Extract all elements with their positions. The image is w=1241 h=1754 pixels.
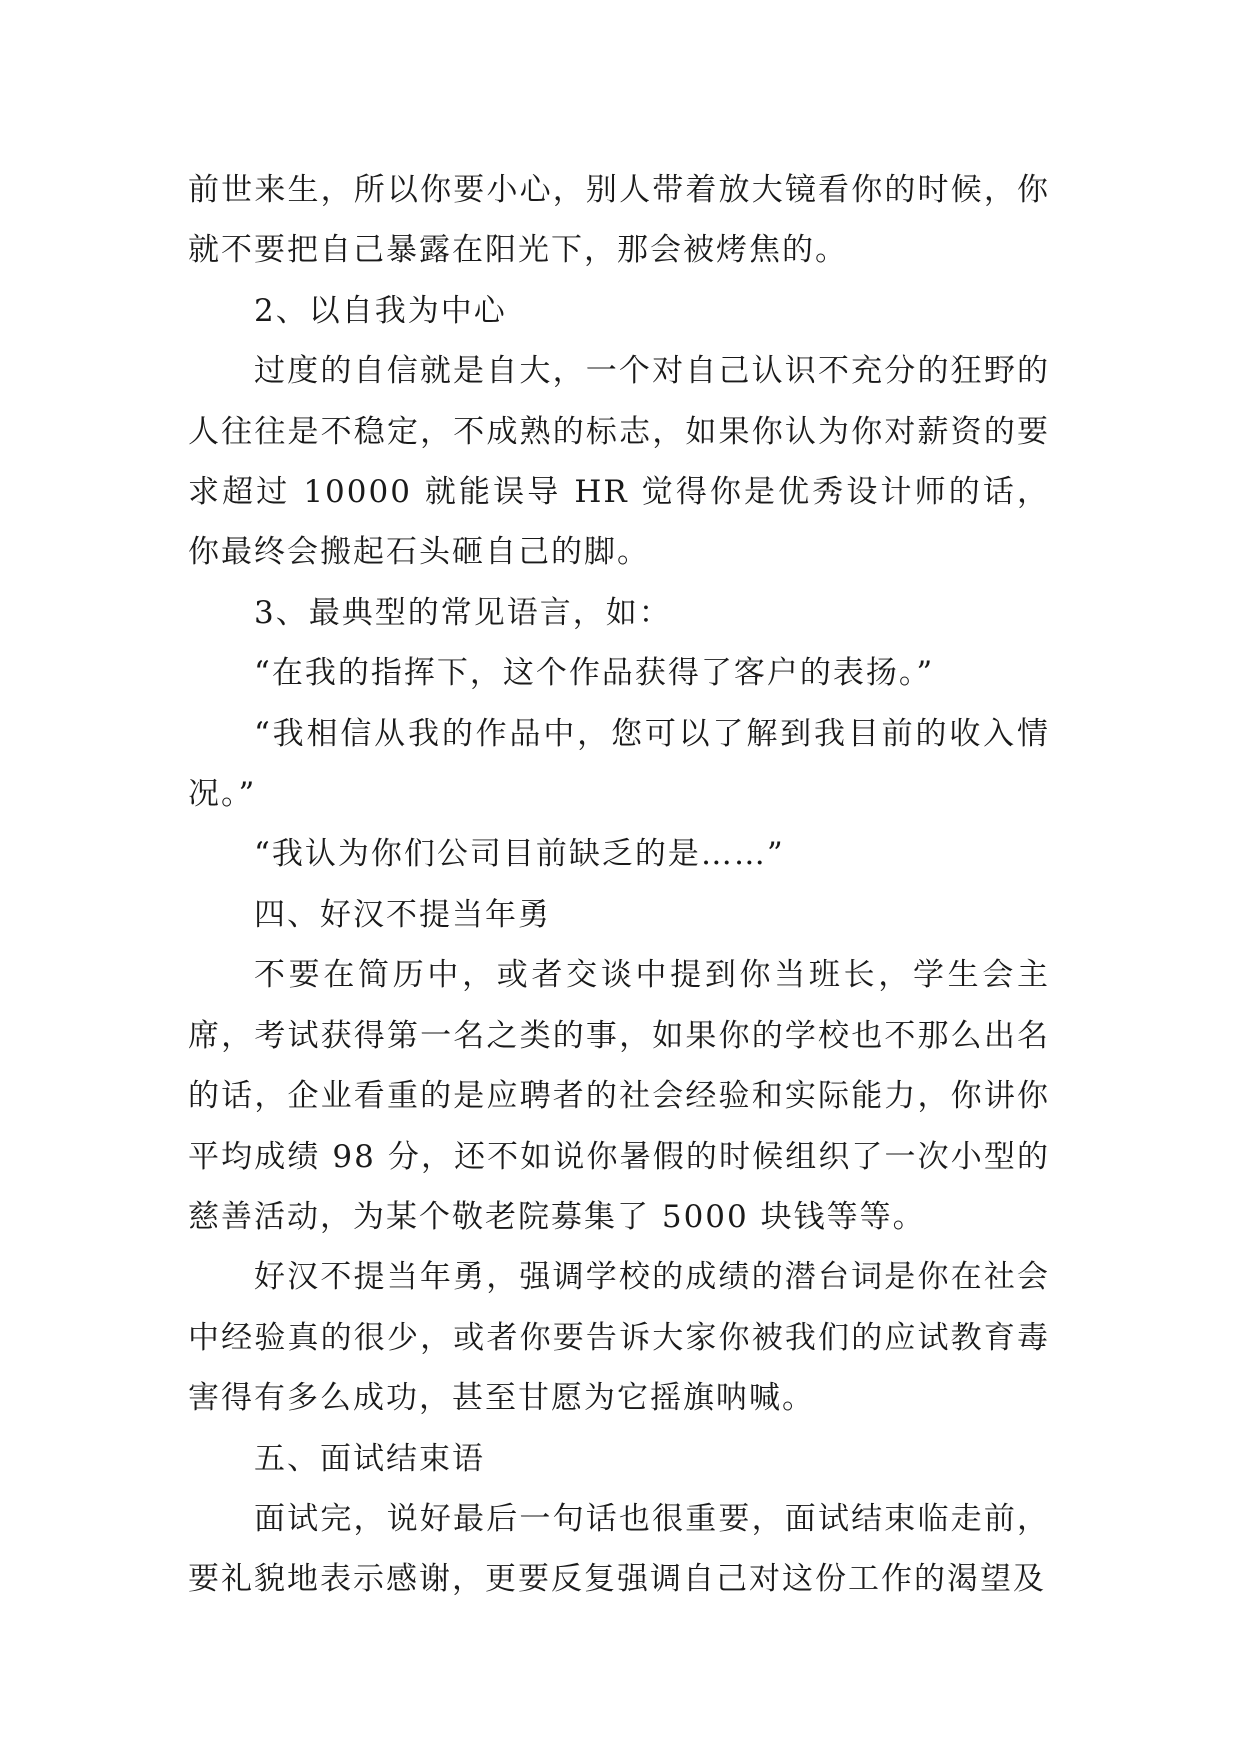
section-heading-typical-phrases: 3、最典型的常见语言，如： <box>254 594 672 631</box>
paragraph-continuation: 前世来生，所以你要小心，别人带着放大镜看你的时候，你就不要把自己暴露在阳光下，那会被烤焦的。 <box>188 172 1050 269</box>
paragraph-resume-advice: 不要在简历中，或者交谈中提到你当班长，学生会主席，考试获得第一名之类的事，如果你的学校也不那么出名的话，企业看重的是应聘者的社会经验和实际能力，你讲你平均成绩 98 分，还不如说你暑假的时候组织了一次小型的慈善活动，为某个敬老院募集了 5000 块钱等等。 <box>188 957 1050 1235</box>
quote-phrase-1: “在我的指挥下，这个作品获得了客户的表扬。” <box>254 655 935 692</box>
quote-phrase-3: “我认为你们公司目前缺乏的是……” <box>254 836 785 873</box>
paragraph-grades-subtext: 好汉不提当年勇，强调学校的成绩的潜台词是你在社会中经验真的很少，或者你要告诉大家你被我们的应试教育毒害得有多么成功，甚至甘愿为它摇旗呐喊。 <box>188 1259 1050 1417</box>
quote-phrase-2: “我相信从我的作品中，您可以了解到我目前的收入情况。” <box>188 715 1050 813</box>
section-heading-past-glory: 四、好汉不提当年勇 <box>254 896 551 933</box>
section-heading-closing-remarks: 五、面试结束语 <box>254 1440 485 1477</box>
section-heading-self-centered: 2、以自我为中心 <box>254 292 507 329</box>
document-body <box>188 160 1050 1610</box>
paragraph-closing-advice: 面试完，说好最后一句话也很重要，面试结束临走前，要礼貌地表示感谢，更要反复强调自己对这份工作的渴望及 <box>188 1500 1050 1598</box>
paragraph-overconfidence: 过度的自信就是自大，一个对自己认识不充分的狂野的人往往是不稳定，不成熟的标志，如果你认为你对薪资的要求超过 10000 就能误导 HR 觉得你是优秀设计师的话，你最终会搬起石头砸自己的脚。 <box>188 353 1050 571</box>
